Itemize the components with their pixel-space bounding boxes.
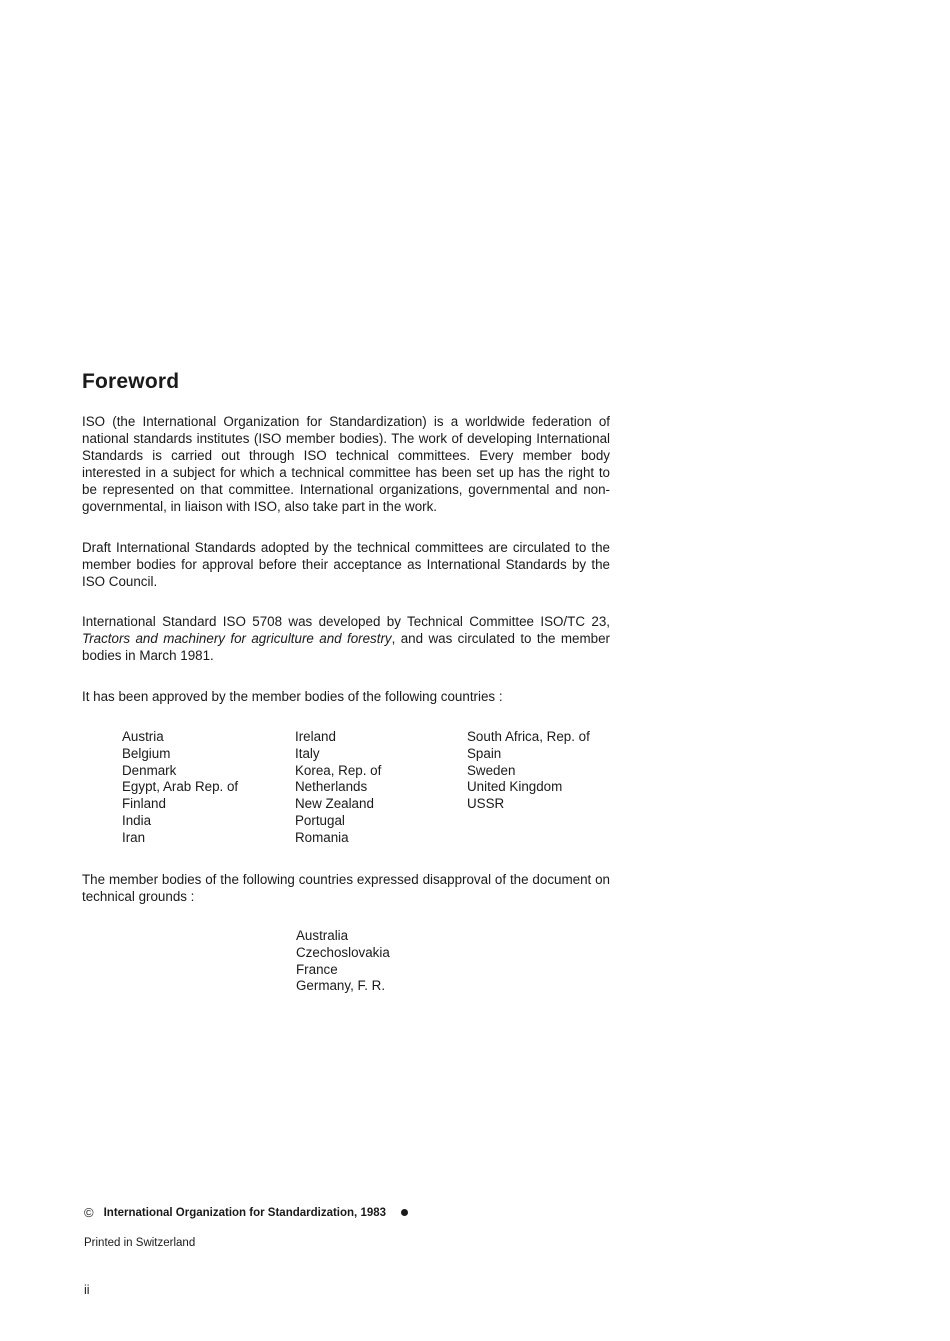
copyright-notice: [84, 1205, 408, 1220]
copyright-text: International Organization for Standardization, 1983: [103, 1206, 387, 1219]
country-item: Italy: [295, 745, 320, 761]
copyright-icon: ©: [84, 1205, 94, 1220]
disapproving-countries-list: [296, 928, 390, 995]
standard-development-paragraph: [82, 613, 610, 664]
approved-countries-column-2: [295, 729, 381, 847]
approved-countries-column-1: [122, 729, 238, 847]
draft-standards-paragraph: Draft International Standards adopted by the technical committees are circulated to the member bodies for approval before their acceptance as International Standards by the ISO Council.: [82, 540, 610, 589]
printed-location: Printed in Switzerland: [84, 1237, 196, 1249]
country-item: United Kingdom: [467, 779, 563, 795]
country-item: Finland: [122, 796, 166, 812]
country-item: Egypt, Arab Rep. of: [122, 779, 239, 795]
country-item: India: [122, 812, 152, 828]
standard-development-text-end: , and was circulated to the member bodies in March 1981.: [82, 631, 610, 663]
page-number: ii: [84, 1283, 90, 1297]
approval-statement: It has been approved by the member bodies of the following countries :: [82, 689, 503, 704]
country-item: Belgium: [122, 745, 171, 761]
country-item: USSR: [467, 796, 505, 812]
country-item: Denmark: [122, 762, 177, 778]
iso-intro-paragraph: ISO (the International Organization for Standardization) is a worldwide federation of national standards institutes (ISO member bodies). The work of developing International Standards is carried out through ISO technical committees. Every member body interested in a subject for which a technical committee has been set up has the right to be represented on that committee. International organizations, governmental and non-governmental, in liaison with ISO, also take part in the work.: [82, 414, 610, 514]
country-item: Spain: [467, 745, 502, 761]
country-item: Australia: [296, 928, 349, 943]
country-item: Portugal: [295, 812, 345, 828]
country-item: Korea, Rep. of: [295, 762, 382, 778]
country-item: Netherlands: [295, 779, 368, 795]
country-item: Romania: [295, 829, 349, 845]
country-item: Germany, F. R.: [296, 978, 386, 994]
country-item: Ireland: [295, 729, 336, 744]
committee-title: Tractors and machinery for agriculture and forestry: [82, 631, 392, 646]
standard-development-text-start: International Standard ISO 5708 was developed by Technical Committee ISO/TC 23,: [82, 614, 610, 629]
country-item: Austria: [122, 729, 164, 744]
bullet-icon: [401, 1209, 408, 1216]
foreword-heading: Foreword: [82, 370, 180, 393]
country-item: New Zealand: [295, 796, 374, 812]
country-item: South Africa, Rep. of: [467, 729, 590, 744]
country-item: Czechoslovakia: [296, 944, 390, 960]
country-item: Iran: [122, 829, 146, 845]
disapproval-statement: The member bodies of the following countries expressed disapproval of the document on technical grounds :: [82, 872, 610, 904]
approved-countries-column-3: [467, 729, 590, 813]
country-item: France: [296, 961, 338, 977]
country-item: Sweden: [467, 762, 516, 778]
